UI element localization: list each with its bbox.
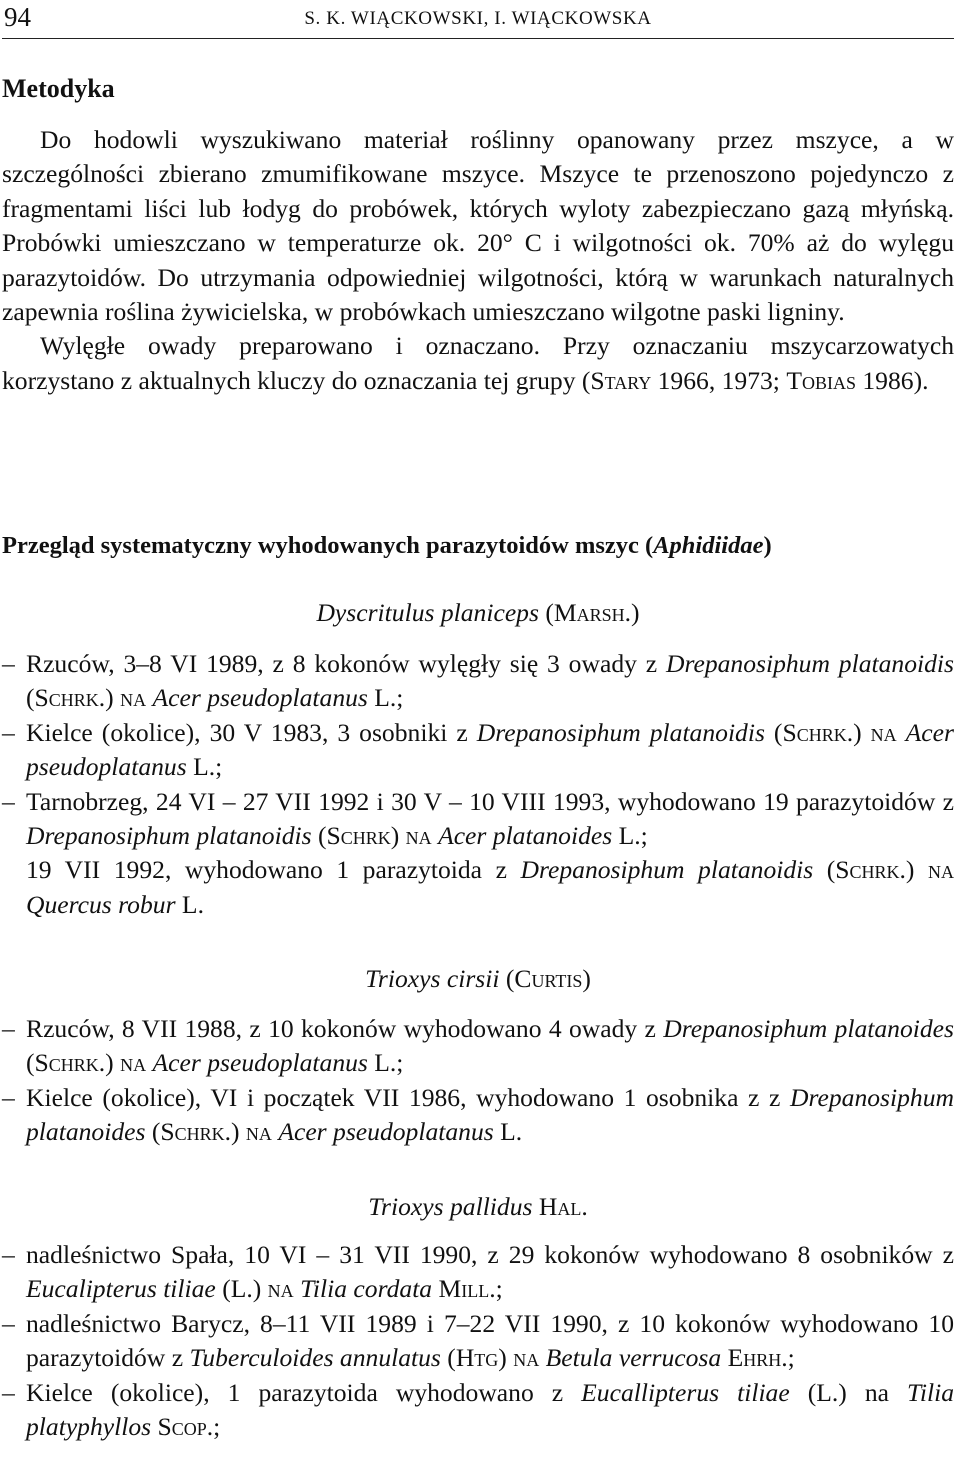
species-heading-dyscritulus: Dyscritulus planiceps (Marsh.)	[316, 598, 640, 627]
section-title-przeglad: Przegląd systematyczny wyhodowanych parazytoidów mszyc (Aphidiidae)	[2, 532, 772, 559]
citation-tobias: Tobias	[786, 365, 856, 395]
species-heading-trioxys-cirsii: Trioxys cirsii (Curtis)	[365, 964, 591, 993]
record-entry: – Kielce (okolice), VI i początek VII 1986, wyhodowano 1 osobnika z z Drepanosiphum platanoides (Schrk.) na Acer pseudoplatanus L.	[2, 1082, 954, 1147]
metodyka-paragraph-1: Do hodowli wyszukiwano materiał roślinny opanowany przez mszyce, a w szczególności zbierano zmumifikowane mszyce. Mszyce te przenoszono pojedynczo z fragmentami liści lub łodyg do probówek, których wyloty zabezpieczano gazą młyńską. Probówki umieszczano w temperaturze ok. 20° C i wilgotności ok. 70% aż do wylęgu parazytoidów. Do utrzymania odpowiedniej wilgotności, którą w warunkach naturalnych zapewnia roślina żywicielska, w probówkach umieszczano wilgotne paski ligniny.	[2, 125, 954, 327]
metodyka-body	[2, 123, 954, 398]
metodyka-paragraph-2: Wylęgłe owady preparowano i oznaczano. Przy oznaczaniu mszycarzowatych korzystano z aktualnych kluczy do oznaczania tej grupy (Stary 1966, 1973; Tobias 1986).	[2, 331, 954, 395]
record-entry: 19 VII 1992, wyhodowano 1 parazytoida z Drepanosiphum platanoidis (Schrk.) na Quercus robur L.	[26, 855, 954, 919]
record-entry: – nadleśnictwo Barycz, 8–11 VII 1989 i 7–22 VII 1990, z 10 kokonów wyhodowano 10 parazytoidów z Tuberculoides annulatus (Htg) na Betula verrucosa Ehrh.;	[2, 1308, 954, 1373]
running-head-authors: S. K. WIĄCKOWSKI, I. WIĄCKOWSKA	[304, 8, 652, 29]
page	[2, 0, 954, 1442]
running-header	[2, 0, 954, 39]
record-entry: – Kielce (okolice), 30 V 1983, 3 osobniki z Drepanosiphum platanoidis (Schrk.) na Acer pseudoplatanus L.;	[2, 717, 954, 782]
citation-stary: Stary	[590, 365, 652, 395]
record-entry: – Kielce (okolice), 1 parazytoida wyhodowano z Eucallipterus tiliae (L.) na Tilia platyphyllos Scop.;	[2, 1377, 954, 1442]
species-records-trioxys-pallidus	[2, 1238, 954, 1444]
species-heading-trioxys-pallidus: Trioxys pallidus Hal.	[368, 1192, 588, 1221]
record-entry: – Tarnobrzeg, 24 VI – 27 VII 1992 i 30 V – 10 VIII 1993, wyhodowano 19 parazytoidów z Drepanosiphum platanoidis (Schrk) na Acer platanoides L.;	[2, 786, 954, 851]
record-entry: – nadleśnictwo Spała, 10 VI – 31 VII 1990, z 29 kokonów wyhodowano 8 osobników z Eucalipterus tiliae (L.) na Tilia cordata Mill.;	[2, 1240, 954, 1304]
species-records-trioxys-cirsii	[2, 1012, 954, 1150]
record-entry: – Rzuców, 8 VII 1988, z 10 kokonów wyhodowano 4 owady z Drepanosiphum platanoides (Schrk.) na Acer pseudoplatanus L.;	[2, 1014, 954, 1078]
species-records-dyscritulus	[2, 647, 954, 922]
section-title-metodyka: Metodyka	[2, 74, 115, 103]
page-number: 94	[4, 2, 31, 32]
record-entry: – Rzuców, 3–8 VI 1989, z 8 kokonów wylęgły się 3 owady z Drepanosiphum platanoidis (Schrk.) na Acer pseudoplatanus L.;	[2, 649, 954, 713]
